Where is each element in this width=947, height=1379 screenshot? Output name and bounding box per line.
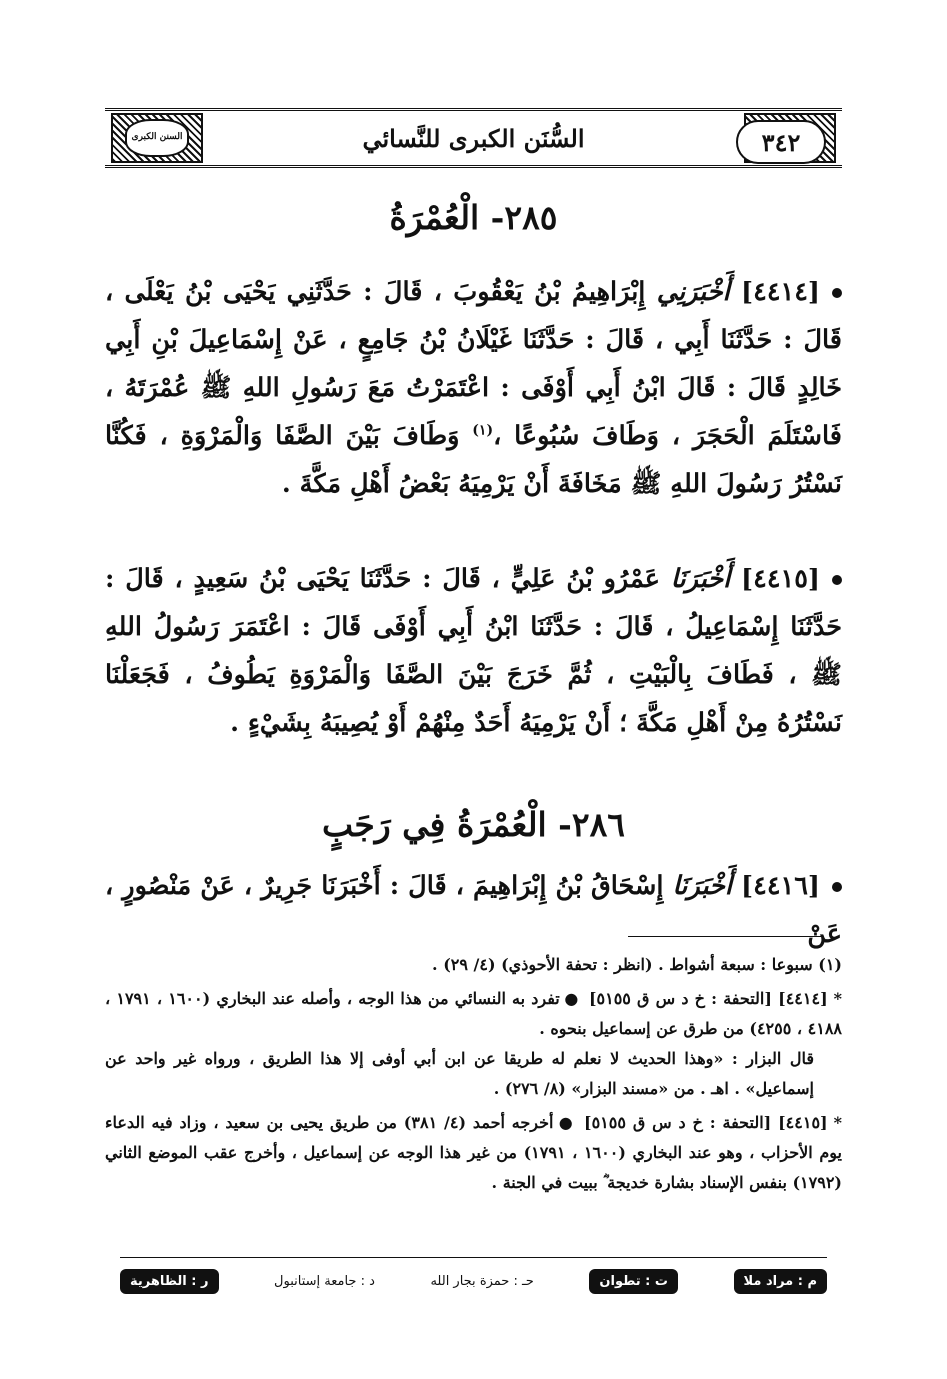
takhrij-text: تفرد به النسائي من هذا الوجه ، وأصله عند البخاري (١٦٠٠ ، ١٧٩١ ، ٤١٨٨ ، ٤٢٥٥) من طرق عن إسماعيل بنحوه . <box>105 989 842 1038</box>
takhrij-text: أخرجه أحمد (٤/ ٣٨١) من طريق يحيى بن سعيد ، وزاد فيه الدعاء يوم الأحزاب ، وهو عند البخاري (١٦٠٠ ، ١٧٩١) من غير هذا الوجه عن إسماعيل ، وأخرج عقب الموضع الثاني (١٧٩٢) بنفس الإسناد بشارة خديجة ؓ ببيت في الجنة . <box>105 1113 842 1192</box>
book-title: السُّنَن الكبرى للنَّسائي <box>362 123 585 153</box>
hadith-text: إِبْرَاهِيمُ بْنُ يَعْقُوبَ ، قَالَ : حَدَّثَنِي يَحْيَى بْنُ يَعْلَى ، قَالَ : حَدَّثَنَا أَبِي ، قَالَ : حَدَّثَنَا غَيْلَانُ بْنُ جَامِعٍ ، عَنْ إِسْمَاعِيلَ بْنِ أَبِي خَالِدٍ قَالَ : قَالَ ابْنُ أَبِي أَوْفَى : اعْتَمَرْتُ مَعَ رَسُولِ اللهِ ﷺ عُمْرَتَهُ ، فَاسْتَلَمَ الْحَجَرَ ، وَطَافَ سُبُوعًا ، <box>105 277 842 451</box>
hadith-opening-word: أَخْبَرَنَا <box>672 871 732 901</box>
page-number: ٣٤٢ <box>736 120 826 164</box>
footnote-reference[interactable]: (١) <box>472 422 494 439</box>
takhrij-label: [٤٤١٥] [التحفة : خ د س ق ٥١٥٥] <box>584 1113 828 1132</box>
takhrij-4415 <box>105 1108 842 1198</box>
hadith-number: [٤٤١٦] <box>741 871 820 901</box>
bullet-icon <box>832 575 842 585</box>
star-icon: * <box>833 1113 842 1132</box>
hadith-text: عَمْرُو بْنُ عَلِيٍّ ، قَالَ : حَدَّثَنَا يَحْيَى بْنُ سَعِيدٍ ، قَالَ : حَدَّثَنَا إِسْمَاعِيلُ ، قَالَ : حَدَّثَنَا ابْنُ أَبِي أَوْفَى قَالَ : اعْتَمَرَ رَسُولُ اللهِ ﷺ ، فَطَافَ بِالْبَيْتِ ، ثُمَّ خَرَجَ بَيْنَ الصَّفَا وَالْمَرْوَةِ يَطُوفُ ، فَجَعَلْنَا نَسْتُرُهُ مِنْ أَهْلِ مَكَّةَ ؛ أَنْ يَرْمِيَهُ أَحَدٌ مِنْهُمْ أَوْ يُصِيبَهُ بِشَيْءٍ . <box>105 564 842 738</box>
bullet-icon <box>832 882 842 892</box>
footnote-divider <box>628 936 821 937</box>
hadith-opening-word: أَخْبَرَنِي <box>656 277 730 307</box>
page-header <box>105 108 842 168</box>
hadith-4415 <box>105 555 842 747</box>
hadith-4414 <box>105 268 842 508</box>
bottom-divider <box>120 1257 827 1258</box>
takhrij-4414 <box>105 984 842 1104</box>
manuscript-h-tag: حـ : حمزة بجار الله <box>430 1273 534 1289</box>
chapter-title-286: ٢٨٦- الْعُمْرَةُ فِي رَجَبٍ <box>321 805 626 844</box>
manuscript-m-tag: م : مراد ملا <box>734 1269 828 1294</box>
bullet-icon <box>832 288 842 298</box>
hadith-text: إِسْحَاقُ بْنُ إِبْرَاهِيمَ ، قَالَ : أَخْبَرَنَا جَرِيرٌ ، عَنْ مَنْصُورٍ ، عَنْ <box>105 871 842 949</box>
hadith-4416 <box>105 862 842 958</box>
bullet-icon: ● <box>557 1113 574 1132</box>
manuscript-r-tag: ر : الظاهرية <box>120 1269 218 1294</box>
manuscript-legend <box>120 1263 827 1299</box>
hadith-opening-word: أَخْبَرَنَا <box>670 564 731 594</box>
manuscript-t-tag: ت : تطوان <box>589 1269 678 1294</box>
hadith-number: [٤٤١٤] <box>741 277 820 307</box>
takhrij-label: [٤٤١٤] [التحفة : خ د س ق ٥١٥٥] <box>588 989 828 1008</box>
hadith-text-continued: وَطَافَ بَيْنَ الصَّفَا وَالْمَرْوَةِ ، فَكُنَّا نَسْتُرُ رَسُولَ اللهِ ﷺ مَخَافَةَ أَنْ يَرْمِيَهُ بَعْضُ أَهْلِ مَكَّةَ . <box>105 421 842 499</box>
star-icon: * <box>833 989 843 1008</box>
hadith-number: [٤٤١٥] <box>741 564 820 594</box>
footnotes <box>105 950 842 1202</box>
takhrij-note: قال البزار : «وهذا الحديث لا نعلم له طريقا عن ابن أبي أوفى إلا هذا الطريق ، ورواه غير واحد عن إسماعيل» . اهـ . من «مسند البزار» (٨/ ٢٧٦) . <box>105 1049 814 1098</box>
book-seal-text: السنن الكبرى <box>125 119 189 157</box>
book-seal-ornament <box>111 113 203 163</box>
manuscript-d-tag: د : جامعة إستانبول <box>274 1273 375 1289</box>
bullet-icon: ● <box>563 989 579 1008</box>
page-number-ornament <box>744 113 836 163</box>
footnote-1: (١) سبوعا : سبعة أشواط . (انظر : تحفة الأحوذي) (٤/ ٢٩) . <box>432 955 842 974</box>
chapter-title-285: ٢٨٥- الْعُمْرَةُ <box>389 198 558 237</box>
